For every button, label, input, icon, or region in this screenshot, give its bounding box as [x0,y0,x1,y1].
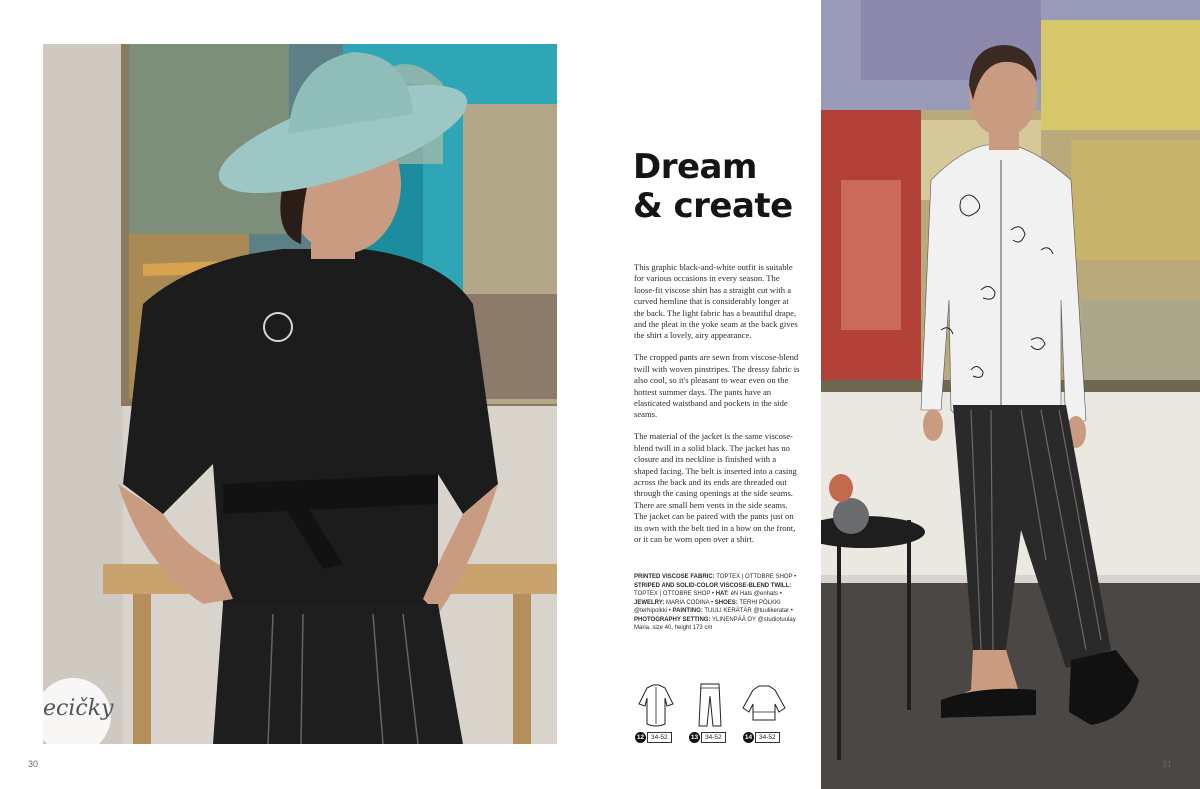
pattern-item [741,682,791,746]
credit-value: TERHI PÖLKKI [739,599,781,606]
pattern-badge [743,732,780,742]
title-line-1: Dream [633,147,757,187]
pattern-badge [635,732,672,742]
left-photo-illustration [43,44,557,744]
paragraph: This graphic black-and-white outfit is suitable for various occasions in every season. The loose-fit viscose shirt has a straight cut with a curved hemline that is considerably longer at the back. The light fabric has a beautiful drape, and the pleat in the yoke seam at the back gives the shirt a lovely, airy appearance. [634,262,798,341]
paragraph: The cropped pants are sewn from viscose-blend twill with woven pinstripes. The dressy fabric is also cool, so it's pleasant to wear even on the hottest summer days. The pants have an elasticated waistband and pockets in the side seams. [634,352,800,420]
pattern-sizes: 34-52 [701,732,726,743]
pattern-badge [689,732,726,742]
credit-value: éN Hats @enhats • [730,591,782,597]
credit-label: HAT: [715,591,729,597]
shirt-pattern-icon [633,682,679,728]
right-photo-illustration [821,0,1200,789]
pants-pattern-icon [687,682,733,728]
pattern-item [633,682,683,746]
page-number-left: 30 [28,759,39,769]
credit-value: TOPTEX | OTTOBRE SHOP • [716,574,797,580]
left-photo [43,44,557,744]
page-title [633,148,813,226]
credit-value: YLINENPÄÄ OY @studiotuulay [712,616,796,623]
title-line-2: & create [633,186,793,226]
credit-label: STRIPED AND SOLID-COLOR VISCOSE-BLEND TWILL: [634,582,792,589]
pattern-sizes: 34-52 [647,732,672,743]
pattern-number: 14 [744,733,753,741]
jacket-pattern-icon [741,682,787,728]
pattern-item [687,682,737,746]
right-photo [821,0,1200,789]
credit-label: PAINTING: [672,608,703,614]
pattern-number: 12 [636,733,645,741]
credit-value: MARIA CODINA • [666,599,714,606]
paragraph: The material of the jacket is the same viscose-blend twill in a solid black. The jacket has no closure and its neckline is finished with a shaped facing. The belt is inserted into a casing across the back and its ends are threaded out through the casing openings at the side seams. There are small hem vents in the side seams. The jacket can be paired with the pants just on its own with the belt tied in a bow on the front, or it can be worn open over a shirt. [634,431,797,544]
credit-label: PHOTOGRAPHY SETTING: [634,616,711,623]
credit-label: PRINTED VISCOSE FABRIC: [634,574,715,580]
pattern-number: 13 [690,733,699,741]
pattern-list [633,682,793,746]
pattern-sizes: 34-52 [755,732,780,743]
watermark-text: ecičky [43,696,114,721]
credit-label: SHOES: [714,599,738,606]
credits-block [634,573,802,633]
credit-label: JEWELRY: [634,599,665,606]
model-info: Maria, size 40, height 173 cm [634,625,713,631]
credit-value: @terhipolkki • [634,608,671,614]
article-body [634,262,800,556]
credit-value: TOPTEX | OTTOBRE SHOP • [634,591,715,597]
page-number-right: 31 [1162,759,1173,769]
credit-value: TUULI KERÄTÄR @tuulikeratar • [704,608,793,614]
